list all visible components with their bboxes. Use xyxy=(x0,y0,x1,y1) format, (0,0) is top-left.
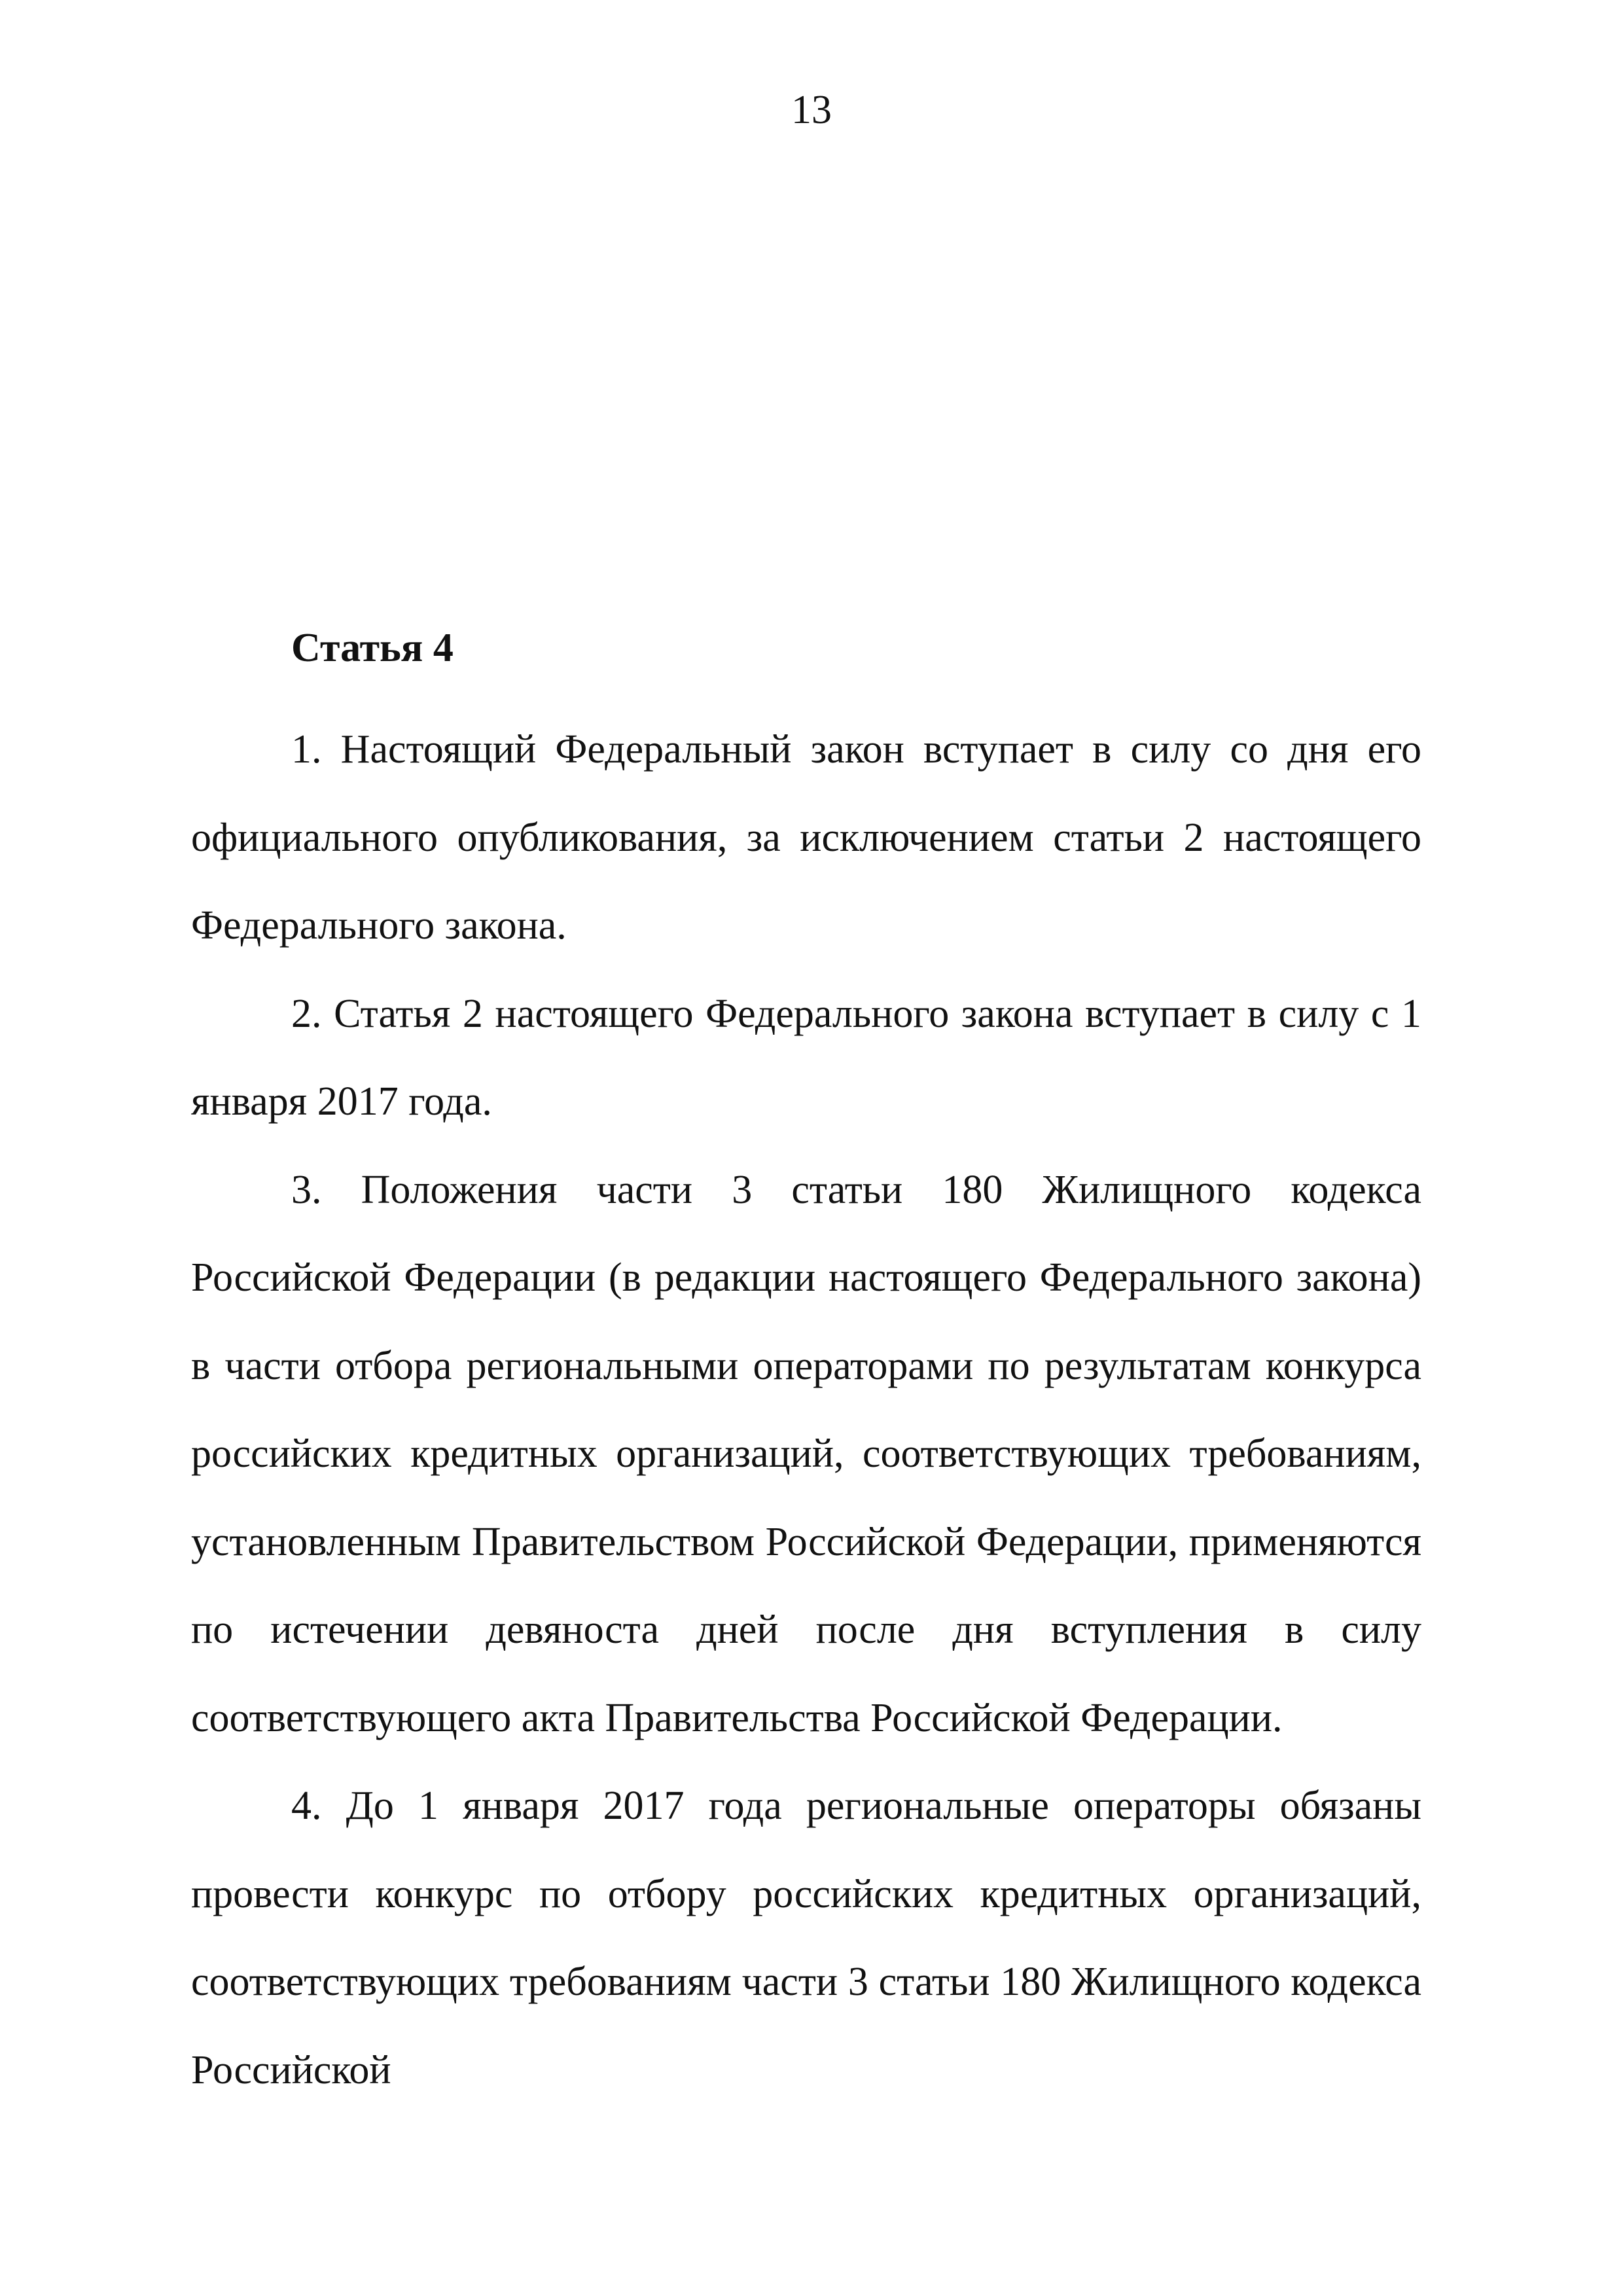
page-number: 13 xyxy=(791,88,832,132)
article-heading: Статья 4 xyxy=(291,626,454,670)
article-body xyxy=(191,622,1421,2114)
article-paragraph-3: 3. Положения части 3 статьи 180 Жилищного кодекса Российской Федерации (в редакции настоящего Федерального закона) в части отбора региональными операторами по результатам конкурса российских кредитных организаций, соответствующих требованиям, установленным Правительством Российской Федерации, применяются по истечении девяноста дней после дня вступления в силу соответствующего акта Правительства Российской Федерации. xyxy=(191,1167,1421,1740)
article-paragraph-2: 2. Статья 2 настоящего Федерального закона вступает в силу с 1 января 2017 года. xyxy=(191,991,1421,1124)
article-paragraph-4: 4. До 1 января 2017 года региональные операторы обязаны провести конкурс по отбору российских кредитных организаций, соответствующих требованиям части 3 статьи 180 Жилищного кодекса Российской xyxy=(191,1784,1421,2092)
article-paragraph-1: 1. Настоящий Федеральный закон вступает в силу со дня его официального опубликования, за исключением статьи 2 настоящего Федерального закона. xyxy=(191,727,1421,948)
